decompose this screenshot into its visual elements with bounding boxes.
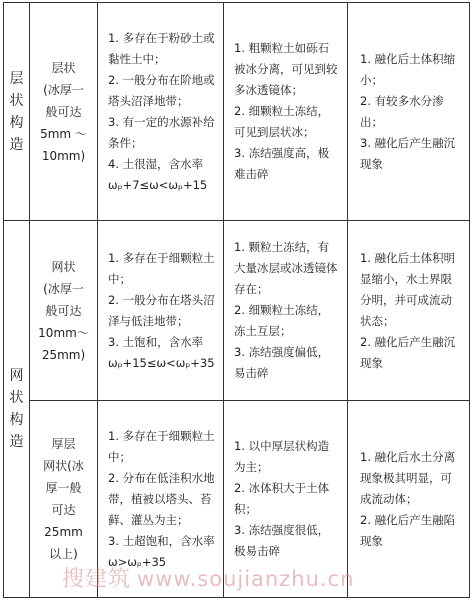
conditions-cell: [98, 3, 224, 221]
subtype-line: 网状(冰: [43, 459, 84, 473]
table-row: [4, 3, 470, 221]
feature-item: 3. 冻结强度高，极难击碎: [234, 146, 330, 181]
features-cell: [224, 3, 348, 221]
feature-item: 3. 冻结强度偏低，易击碎: [234, 345, 330, 380]
category-char: 状: [9, 390, 24, 406]
condition-item: 3. 土超饱和，含水率 ω>ωₚ+35: [108, 533, 215, 569]
features-cell: [224, 221, 348, 401]
category-char: 造: [9, 136, 24, 153]
subtype-line: 厚一般: [45, 481, 82, 495]
subtype-line: 可达: [51, 503, 76, 517]
category-cell: [4, 221, 30, 598]
condition-item: 4. 土很湿，含水率 ωₚ+7≤ω<ωₚ+15: [108, 156, 208, 192]
watermark: [62, 562, 354, 593]
thaw-item: 1. 融化后水土分离现象极其明显，可成流动体；: [360, 449, 456, 506]
subtype-line: 般可达: [45, 303, 82, 318]
subtype-line: 5mm ～: [40, 126, 87, 141]
thaw-cell: [348, 221, 470, 401]
condition-item: 1. 多存在于粉砂土或黏性土中；: [108, 30, 215, 66]
feature-item: 3. 冻结强度很低，极易击碎: [234, 523, 330, 558]
thaw-item: 3. 融化后产生融沉现象: [360, 135, 456, 171]
frozen-soil-structure-table: [3, 2, 470, 598]
category-char: 网: [9, 368, 24, 384]
subtype-cell: [30, 221, 98, 401]
subtype-line: 层状: [51, 60, 76, 75]
subtype-line: 10mm): [41, 148, 86, 163]
table-row: [4, 221, 470, 401]
category-char: 造: [9, 434, 24, 450]
condition-item: 2. 分布在低洼积水地带，植被以塔头、苔藓、灌丛为主；: [108, 470, 215, 527]
thaw-item: 1. 融化后土体积缩小；: [360, 51, 456, 87]
category-char: 状: [9, 92, 24, 109]
condition-item: 1. 多存在于细颗粒土中；: [108, 428, 215, 464]
subtype-line: 网状: [51, 259, 76, 274]
condition-item: 1. 多存在于细颗粒土中；: [108, 250, 215, 286]
watermark-url: www.soujianzhu.cn: [137, 567, 355, 591]
subtype-line: 般可达: [45, 104, 82, 119]
feature-item: 1. 粗颗粒土如砾石被冰分离，可见到较多冰透镜体；: [234, 41, 338, 97]
category-cell: [4, 3, 30, 221]
thaw-cell: [348, 3, 470, 221]
watermark-cn: 搜建筑: [62, 567, 132, 592]
category-char: 构: [9, 412, 24, 428]
subtype-line: (冰厚一: [43, 82, 84, 97]
category-char: 构: [9, 114, 24, 131]
subtype-line: 25mm): [41, 347, 86, 362]
subtype-line: 10mm～: [38, 325, 89, 340]
thaw-item: 2. 融化后产生融沉现象: [360, 334, 456, 370]
subtype-line: 厚层: [51, 437, 76, 451]
feature-item: 2. 细颗粒土冻结，冻土互层；: [234, 303, 330, 338]
subtype-cell: [30, 3, 98, 221]
subtype-line: 以上): [49, 547, 78, 561]
thaw-item: 1. 融化后土体积明显缩小，水土界限分明，并可成流动状态；: [360, 250, 456, 328]
thaw-cell: [348, 401, 470, 598]
feature-item: 1. 以中厚层状构造为主；: [234, 439, 330, 474]
condition-item: 3. 有一定的水源补给条件；: [108, 114, 215, 150]
feature-item: 1. 颗粒土冻结，有大量冰层或冰透镜体存在；: [234, 240, 338, 296]
feature-item: 2. 细颗粒土冻结，可见到层状冰；: [234, 104, 330, 139]
thaw-item: 2. 有较多水分渗出；: [360, 93, 444, 129]
condition-item: 2. 一般分布在塔头沼泽与低洼地带；: [108, 292, 215, 328]
condition-item: 2. 一般分布在阶地或塔头沼泽地带；: [108, 72, 215, 108]
feature-item: 2. 冰体积大于土体积；: [234, 481, 330, 516]
conditions-cell: [98, 221, 224, 401]
thaw-item: 2. 融化后产生融陷现象: [360, 512, 456, 548]
category-char: 层: [9, 70, 24, 87]
condition-item: 3. 土饱和，含水率 ωₚ+15≤ω<ωₚ+35: [108, 334, 215, 370]
subtype-line: (冰厚一: [43, 281, 84, 296]
subtype-line: 25mm: [44, 525, 83, 539]
